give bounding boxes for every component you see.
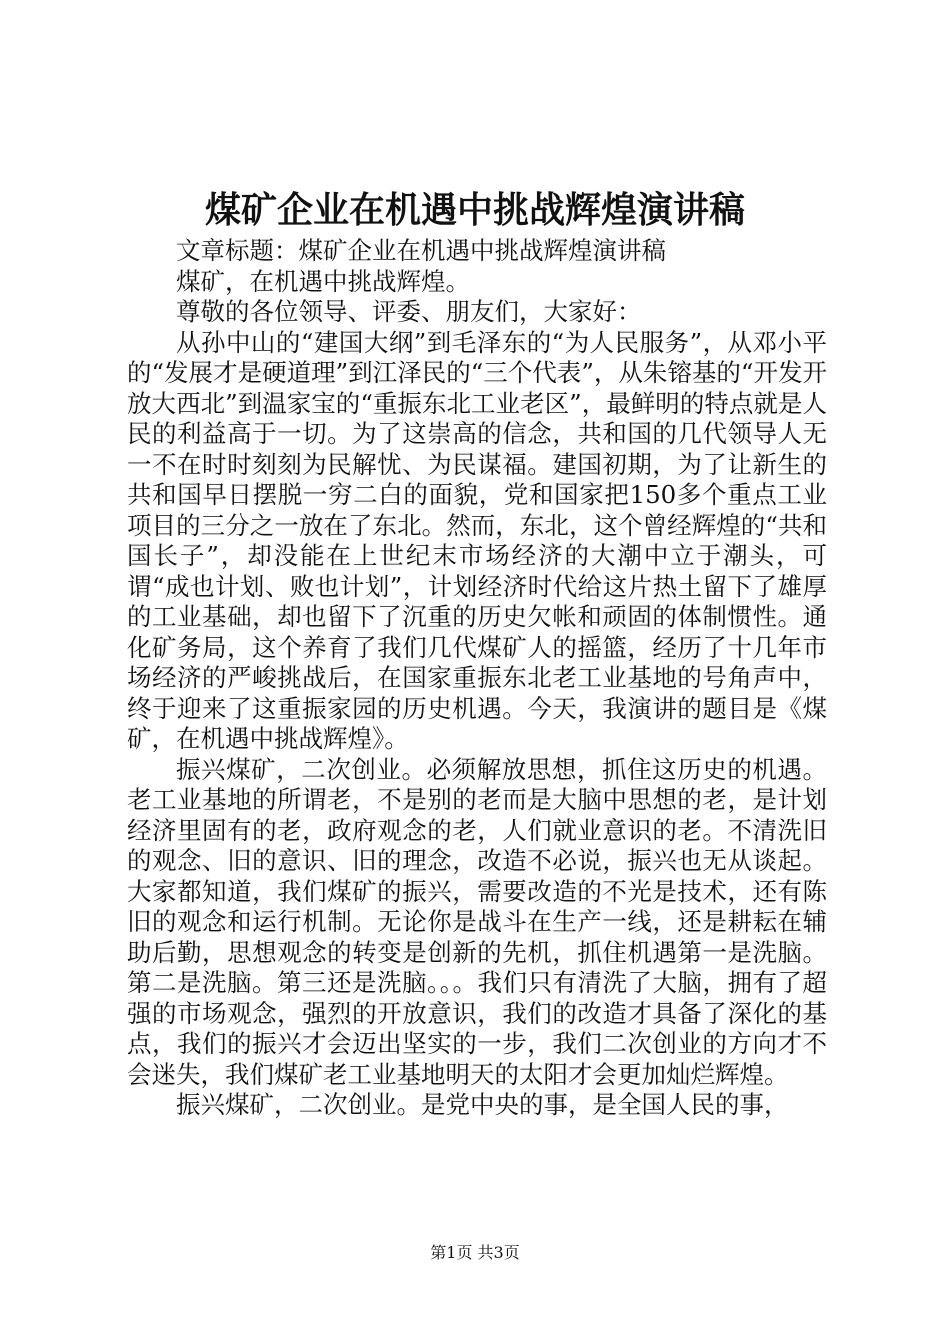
paragraph-greeting: 尊敬的各位领导、评委、朋友们，大家好：: [176, 297, 642, 326]
paragraph-body-2: 振兴煤矿，二次创业。必须解放思想，抓住这历史的机遇。老工业基地的所谓老，不是别的老而是大脑中思想的老，是计划经济里固有的老，政府观念的老，人们就业意识的老。不清洗旧的观念、旧的意识、旧的理念，改造不必说，振兴也无从谈起。大家都知道，我们煤矿的振兴，需要改造的不光是技术，还有陈旧的观念和运行机制。无论你是战斗在生产一线，还是耕耘在辅助后勤，思想观念的转变是创新的先机，抓住机遇第一是洗脑。第二是洗脑。第三还是洗脑。。。我们只有清洗了大脑，拥有了超强的市场观念，强烈的开放意识，我们的改造才具备了深化的基点，我们的振兴才会迈出坚实的一步，我们二次创业的方向才不会迷失，我们煤矿老工业基地明天的太阳才会更加灿烂辉煌。: [127, 754, 827, 1089]
paragraph-body-3: 振兴煤矿，二次创业。是党中央的事，是全国人民的事，: [176, 1090, 789, 1119]
document-title: 煤矿企业在机遇中挑战辉煌演讲稿: [204, 189, 745, 231]
document-body: [127, 236, 827, 1121]
paragraph-body-1: 从孙中山的“建国大纲”到毛泽东的“为人民服务”，从邓小平的“发展才是硬道理”到江泽民的“三个代表”，从朱镕基的“开发开放大西北”到温家宝的“重振东北工业老区”，最鲜明的特点就是人民的利益高于一切。为了这崇高的信念，共和国的几代领导人无一不在时时刻刻为民解忧、为民谋福。建国初期，为了让新生的共和国早日摆脱一穷二白的面貌，党和国家把150多个重点工业项目的三分之一放在了东北。然而，东北，这个曾经辉煌的“共和国长子”，却没能在上世纪末市场经济的大潮中立于潮头，可谓“成也计划、败也计划”，计划经济时代给这片热土留下了雄厚的工业基础，却也留下了沉重的历史欠帐和顽固的体制惯性。通化矿务局，这个养育了我们几代煤矿人的摇篮，经历了十几年市场经济的严峻挑战后，在国家重振东北老工业基地的号角声中，终于迎来了这重振家园的历史机遇。今天，我演讲的题目是《煤矿，在机遇中挑战辉煌》。: [127, 327, 827, 753]
page-number-footer: 第1页 共3页: [430, 1243, 520, 1262]
paragraph-article-title: 文章标题：煤矿企业在机遇中挑战辉煌演讲稿: [176, 236, 666, 265]
paragraph-subtitle: 煤矿，在机遇中挑战辉煌。: [176, 266, 470, 296]
